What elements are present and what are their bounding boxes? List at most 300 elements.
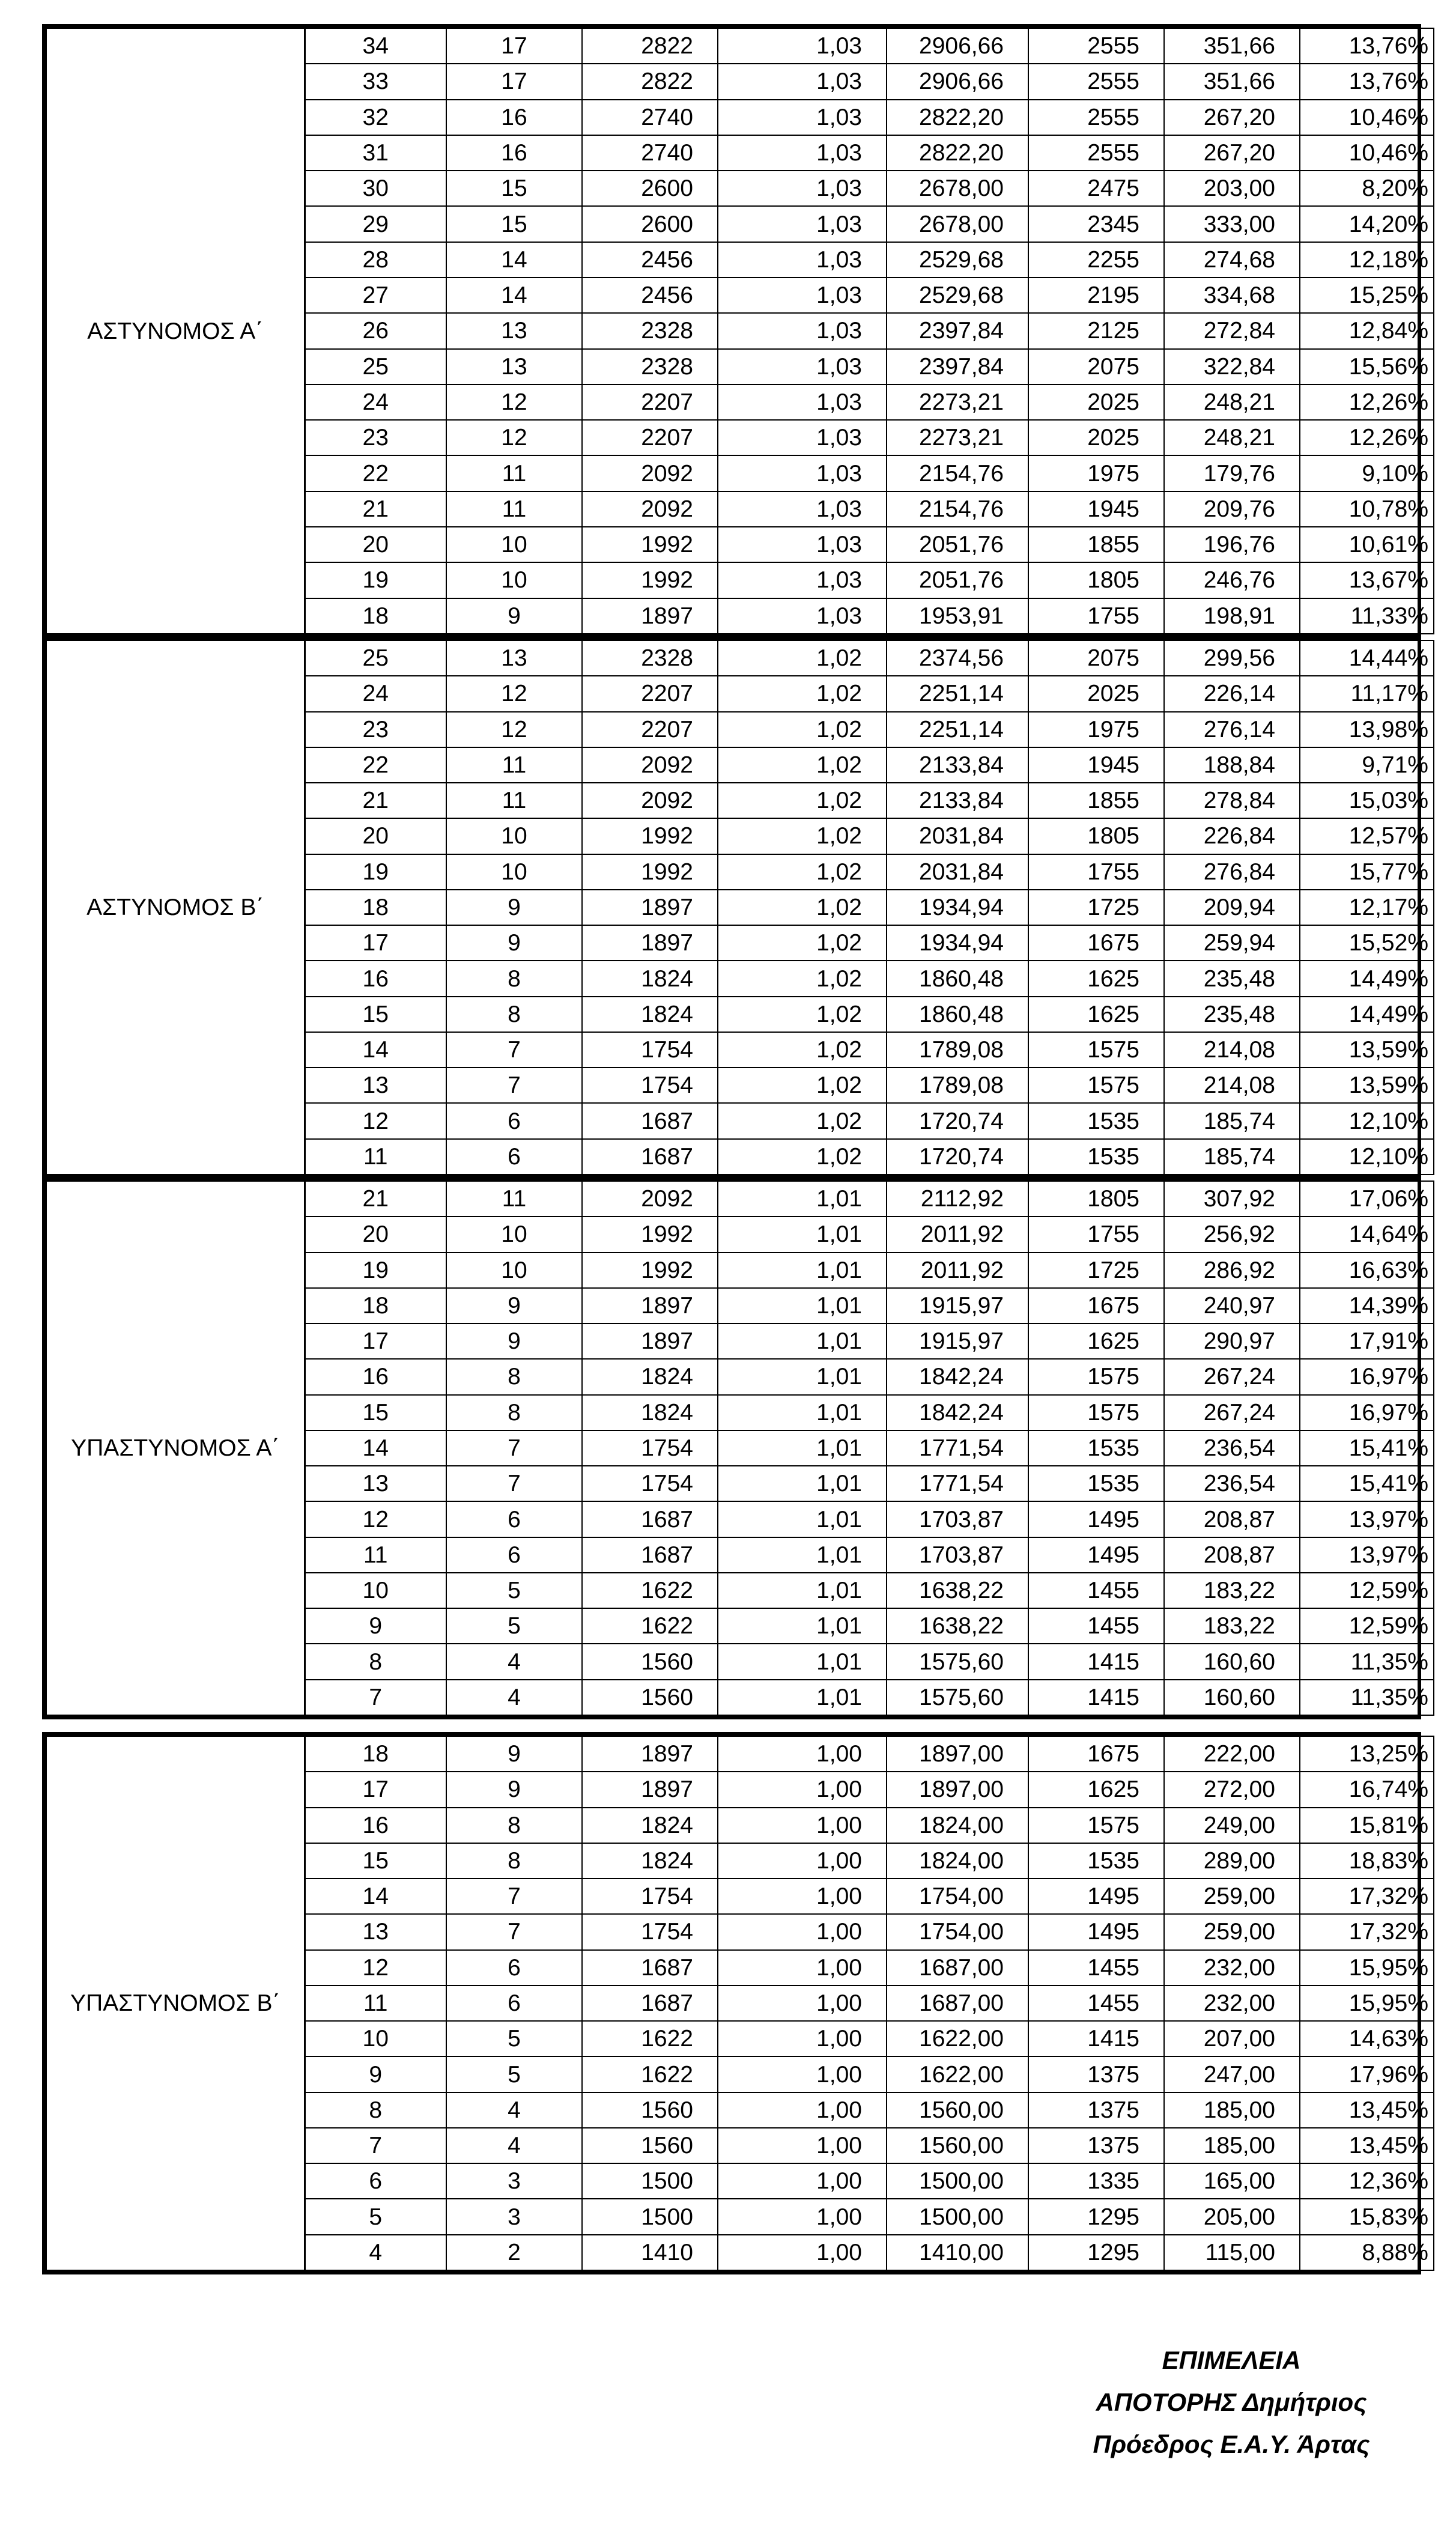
table-cell: 9,10% bbox=[1300, 455, 1434, 491]
table-cell: 15,52% bbox=[1300, 925, 1434, 961]
table-cell: 6 bbox=[305, 2163, 446, 2199]
table-cell: 1455 bbox=[1028, 1573, 1164, 1608]
table-cell: 1622,00 bbox=[887, 2056, 1028, 2092]
table-cell: 235,48 bbox=[1164, 997, 1300, 1032]
table-cell: 1622 bbox=[582, 2056, 718, 2092]
table-cell: 1687 bbox=[582, 1103, 718, 1138]
table-cell: 1754 bbox=[582, 1430, 718, 1466]
table-cell: 16,97% bbox=[1300, 1359, 1434, 1394]
table-cell: 2133,84 bbox=[887, 747, 1028, 783]
table-cell: 1,02 bbox=[718, 961, 887, 996]
table-cell: 13 bbox=[305, 1068, 446, 1103]
table-cell: 2195 bbox=[1028, 278, 1164, 313]
table-cell: 2025 bbox=[1028, 384, 1164, 420]
table-cell: 14,44% bbox=[1300, 640, 1434, 676]
table-cell: 1842,24 bbox=[887, 1395, 1028, 1430]
table-cell: 1,03 bbox=[718, 384, 887, 420]
table-cell: 1860,48 bbox=[887, 961, 1028, 996]
table-cell: 2529,68 bbox=[887, 242, 1028, 278]
table-cell: 5 bbox=[446, 1573, 582, 1608]
table-cell: 11 bbox=[305, 1537, 446, 1573]
table-cell: 24 bbox=[305, 384, 446, 420]
table-cell: 1,01 bbox=[718, 1573, 887, 1608]
table-cell: 1335 bbox=[1028, 2163, 1164, 2199]
table-cell: 10 bbox=[446, 818, 582, 854]
table-cell: 1842,24 bbox=[887, 1359, 1028, 1394]
table-cell: 1824 bbox=[582, 997, 718, 1032]
table-cell: 9 bbox=[446, 890, 582, 925]
table-cell: 1495 bbox=[1028, 1879, 1164, 1914]
table-cell: 1625 bbox=[1028, 997, 1164, 1032]
table-cell: 2025 bbox=[1028, 676, 1164, 711]
table-cell: 1725 bbox=[1028, 890, 1164, 925]
table-cell: 14,49% bbox=[1300, 961, 1434, 996]
table-cell: 1,02 bbox=[718, 1139, 887, 1174]
table-cell: 12,26% bbox=[1300, 420, 1434, 455]
table-cell: 2207 bbox=[582, 676, 718, 711]
table-cell: 15,56% bbox=[1300, 349, 1434, 384]
table-cell: 1754 bbox=[582, 1879, 718, 1914]
table-cell: 2092 bbox=[582, 747, 718, 783]
table-cell: 2 bbox=[446, 2235, 582, 2270]
table-cell: 1,02 bbox=[718, 676, 887, 711]
table-cell: 14,64% bbox=[1300, 1217, 1434, 1252]
signature-block bbox=[1051, 2346, 1412, 2459]
table-cell: 23 bbox=[305, 712, 446, 747]
table-cell: 1,00 bbox=[718, 1914, 887, 1949]
table-cell: 2255 bbox=[1028, 242, 1164, 278]
table-cell: 1720,74 bbox=[887, 1139, 1028, 1174]
table-cell: 248,21 bbox=[1164, 384, 1300, 420]
table-cell: 1,03 bbox=[718, 278, 887, 313]
table-cell: 1560 bbox=[582, 1644, 718, 1679]
salary-table bbox=[46, 1736, 1434, 2271]
table-cell: 1295 bbox=[1028, 2199, 1164, 2234]
table-cell: 183,22 bbox=[1164, 1608, 1300, 1644]
table-cell: 10,78% bbox=[1300, 491, 1434, 527]
table-cell: 276,84 bbox=[1164, 854, 1300, 890]
table-cell: 13 bbox=[305, 1466, 446, 1501]
table-cell: 10,46% bbox=[1300, 135, 1434, 171]
table-cell: 17,06% bbox=[1300, 1181, 1434, 1217]
table-cell: 1,01 bbox=[718, 1323, 887, 1359]
table-cell: 185,74 bbox=[1164, 1139, 1300, 1174]
table-cell: 8 bbox=[305, 1644, 446, 1679]
table-cell: 17,91% bbox=[1300, 1323, 1434, 1359]
table-cell: 7 bbox=[305, 1680, 446, 1715]
table-cell: 20 bbox=[305, 527, 446, 562]
table-cell: 1675 bbox=[1028, 1736, 1164, 1772]
table-cell: 2906,66 bbox=[887, 64, 1028, 99]
rank-label: ΥΠΑΣΤΥΝΟΜΟΣ Α΄ bbox=[46, 1181, 305, 1715]
table-cell: 1725 bbox=[1028, 1253, 1164, 1288]
table-cell: 2397,84 bbox=[887, 313, 1028, 348]
table-cell: 13 bbox=[446, 349, 582, 384]
table-cell: 208,87 bbox=[1164, 1501, 1300, 1537]
table-cell: 2600 bbox=[582, 206, 718, 242]
salary-table bbox=[46, 1180, 1434, 1716]
table-cell: 183,22 bbox=[1164, 1573, 1300, 1608]
table-cell: 7 bbox=[446, 1466, 582, 1501]
table-cell: 1934,94 bbox=[887, 890, 1028, 925]
table-cell: 1,03 bbox=[718, 100, 887, 135]
table-cell: 16,74% bbox=[1300, 1772, 1434, 1807]
table-cell: 2740 bbox=[582, 135, 718, 171]
table-cell: 9 bbox=[446, 1772, 582, 1807]
table-cell: 1495 bbox=[1028, 1914, 1164, 1949]
table-cell: 7 bbox=[446, 1068, 582, 1103]
table-cell: 13,76% bbox=[1300, 28, 1434, 64]
table-cell: 10 bbox=[305, 1573, 446, 1608]
table-cell: 1789,08 bbox=[887, 1032, 1028, 1068]
table-cell: 9 bbox=[446, 1288, 582, 1323]
table-cell: 1,02 bbox=[718, 1032, 887, 1068]
table-cell: 2822,20 bbox=[887, 135, 1028, 171]
table-cell: 1897 bbox=[582, 1323, 718, 1359]
table-cell: 12,84% bbox=[1300, 313, 1434, 348]
table-cell: 11 bbox=[305, 1139, 446, 1174]
table-cell: 2092 bbox=[582, 1181, 718, 1217]
table-cell: 6 bbox=[446, 1986, 582, 2021]
table-cell: 16 bbox=[446, 100, 582, 135]
table-cell: 1,03 bbox=[718, 349, 887, 384]
table-cell: 185,00 bbox=[1164, 2128, 1300, 2163]
table-cell: 16 bbox=[305, 961, 446, 996]
table-cell: 11,33% bbox=[1300, 598, 1434, 634]
table-cell: 14 bbox=[446, 242, 582, 278]
table-cell: 8 bbox=[446, 1808, 582, 1843]
table-cell: 11 bbox=[446, 783, 582, 818]
table-cell: 1,02 bbox=[718, 783, 887, 818]
table-cell: 12 bbox=[446, 676, 582, 711]
table-cell: 2075 bbox=[1028, 640, 1164, 676]
table-cell: 1,00 bbox=[718, 2235, 887, 2270]
table-cell: 1,03 bbox=[718, 242, 887, 278]
table-cell: 276,14 bbox=[1164, 712, 1300, 747]
table-cell: 240,97 bbox=[1164, 1288, 1300, 1323]
table-cell: 18 bbox=[305, 1288, 446, 1323]
table-cell: 1625 bbox=[1028, 1323, 1164, 1359]
table-cell: 1,02 bbox=[718, 997, 887, 1032]
table-cell: 207,00 bbox=[1164, 2021, 1300, 2056]
table-cell: 1992 bbox=[582, 1217, 718, 1252]
table-cell: 1535 bbox=[1028, 1466, 1164, 1501]
table-cell: 232,00 bbox=[1164, 1950, 1300, 1986]
table-cell: 1500 bbox=[582, 2199, 718, 2234]
table-cell: 1754 bbox=[582, 1068, 718, 1103]
table-cell: 12,17% bbox=[1300, 890, 1434, 925]
table-cell: 1953,91 bbox=[887, 598, 1028, 634]
table-cell: 1,01 bbox=[718, 1395, 887, 1430]
table-cell: 1455 bbox=[1028, 1950, 1164, 1986]
table-cell: 1575,60 bbox=[887, 1680, 1028, 1715]
table-cell: 6 bbox=[446, 1501, 582, 1537]
table-cell: 29 bbox=[305, 206, 446, 242]
table-cell: 1687 bbox=[582, 1537, 718, 1573]
table-cell: 13,76% bbox=[1300, 64, 1434, 99]
table-cell: 5 bbox=[446, 2056, 582, 2092]
table-cell: 1,02 bbox=[718, 925, 887, 961]
table-cell: 11 bbox=[446, 747, 582, 783]
table-cell: 3 bbox=[446, 2163, 582, 2199]
table-cell: 222,00 bbox=[1164, 1736, 1300, 1772]
table-cell: 6 bbox=[446, 1103, 582, 1138]
table-cell: 15,41% bbox=[1300, 1466, 1434, 1501]
table-cell: 2328 bbox=[582, 349, 718, 384]
table-cell: 267,24 bbox=[1164, 1359, 1300, 1394]
table-cell: 18 bbox=[305, 1736, 446, 1772]
table-cell: 9 bbox=[446, 925, 582, 961]
rank-group bbox=[42, 1177, 1428, 1719]
table-cell: 1945 bbox=[1028, 747, 1164, 783]
table-cell: 1495 bbox=[1028, 1501, 1164, 1537]
table-cell: 18 bbox=[305, 598, 446, 634]
table-cell: 8 bbox=[446, 1359, 582, 1394]
table-cell: 1824,00 bbox=[887, 1843, 1028, 1879]
table-cell: 13,98% bbox=[1300, 712, 1434, 747]
table-cell: 14,20% bbox=[1300, 206, 1434, 242]
table-cell: 22 bbox=[305, 455, 446, 491]
table-cell: 1,01 bbox=[718, 1288, 887, 1323]
table-cell: 334,68 bbox=[1164, 278, 1300, 313]
table-cell: 1992 bbox=[582, 527, 718, 562]
table-cell: 185,74 bbox=[1164, 1103, 1300, 1138]
table-cell: 2251,14 bbox=[887, 712, 1028, 747]
table-cell: 1897 bbox=[582, 1772, 718, 1807]
table-cell: 1,03 bbox=[718, 420, 887, 455]
table-cell: 9 bbox=[446, 598, 582, 634]
table-cell: 1500,00 bbox=[887, 2199, 1028, 2234]
table-cell: 2328 bbox=[582, 313, 718, 348]
table-cell: 2678,00 bbox=[887, 171, 1028, 206]
table-cell: 1495 bbox=[1028, 1537, 1164, 1573]
rank-group bbox=[42, 636, 1428, 1179]
table-cell: 185,00 bbox=[1164, 2092, 1300, 2128]
table-cell: 1,01 bbox=[718, 1181, 887, 1217]
table-cell: 13 bbox=[305, 1914, 446, 1949]
table-cell: 34 bbox=[305, 28, 446, 64]
table-cell: 8 bbox=[446, 997, 582, 1032]
table-cell: 235,48 bbox=[1164, 961, 1300, 996]
table-cell: 16 bbox=[305, 1359, 446, 1394]
table-cell: 226,84 bbox=[1164, 818, 1300, 854]
table-cell: 12 bbox=[446, 712, 582, 747]
table-cell: 1,03 bbox=[718, 206, 887, 242]
table-cell: 9 bbox=[305, 1608, 446, 1644]
table-cell: 246,76 bbox=[1164, 562, 1300, 598]
table-cell: 8,88% bbox=[1300, 2235, 1434, 2270]
table-cell: 10,61% bbox=[1300, 527, 1434, 562]
table-cell: 1,03 bbox=[718, 562, 887, 598]
table-cell: 22 bbox=[305, 747, 446, 783]
table-cell: 14 bbox=[305, 1430, 446, 1466]
table-row bbox=[46, 640, 1434, 676]
table-cell: 21 bbox=[305, 783, 446, 818]
table-cell: 15,95% bbox=[1300, 1986, 1434, 2021]
table-cell: 1455 bbox=[1028, 1986, 1164, 2021]
table-cell: 1824,00 bbox=[887, 1808, 1028, 1843]
table-cell: 1687 bbox=[582, 1950, 718, 1986]
table-cell: 1687 bbox=[582, 1501, 718, 1537]
table-cell: 18 bbox=[305, 890, 446, 925]
table-cell: 4 bbox=[305, 2235, 446, 2270]
table-cell: 1824 bbox=[582, 1808, 718, 1843]
table-cell: 1,01 bbox=[718, 1466, 887, 1501]
table-cell: 10 bbox=[446, 1217, 582, 1252]
table-cell: 2092 bbox=[582, 491, 718, 527]
table-cell: 13,97% bbox=[1300, 1501, 1434, 1537]
table-cell: 1575 bbox=[1028, 1395, 1164, 1430]
table-cell: 1,02 bbox=[718, 1103, 887, 1138]
table-cell: 1754 bbox=[582, 1466, 718, 1501]
table-cell: 13,67% bbox=[1300, 562, 1434, 598]
table-row bbox=[46, 1181, 1434, 1217]
table-cell: 16,63% bbox=[1300, 1253, 1434, 1288]
table-cell: 1,02 bbox=[718, 747, 887, 783]
table-cell: 160,60 bbox=[1164, 1644, 1300, 1679]
table-cell: 16 bbox=[446, 135, 582, 171]
table-cell: 1934,94 bbox=[887, 925, 1028, 961]
table-cell: 1992 bbox=[582, 562, 718, 598]
table-cell: 1575 bbox=[1028, 1359, 1164, 1394]
table-cell: 259,94 bbox=[1164, 925, 1300, 961]
table-cell: 322,84 bbox=[1164, 349, 1300, 384]
table-cell: 2207 bbox=[582, 420, 718, 455]
table-cell: 2051,76 bbox=[887, 527, 1028, 562]
table-cell: 12,10% bbox=[1300, 1103, 1434, 1138]
table-cell: 208,87 bbox=[1164, 1537, 1300, 1573]
table-cell: 12 bbox=[446, 420, 582, 455]
table-cell: 1375 bbox=[1028, 2092, 1164, 2128]
table-cell: 236,54 bbox=[1164, 1466, 1300, 1501]
table-cell: 13,97% bbox=[1300, 1537, 1434, 1573]
table-cell: 8,20% bbox=[1300, 171, 1434, 206]
table-cell: 1,01 bbox=[718, 1430, 887, 1466]
table-cell: 1805 bbox=[1028, 1181, 1164, 1217]
table-cell: 1,01 bbox=[718, 1217, 887, 1252]
table-cell: 3 bbox=[446, 2199, 582, 2234]
table-cell: 1,03 bbox=[718, 64, 887, 99]
table-cell: 214,08 bbox=[1164, 1032, 1300, 1068]
table-cell: 1,03 bbox=[718, 28, 887, 64]
table-cell: 1805 bbox=[1028, 562, 1164, 598]
table-cell: 9 bbox=[446, 1323, 582, 1359]
table-cell: 1992 bbox=[582, 854, 718, 890]
table-cell: 7 bbox=[446, 1914, 582, 1949]
table-cell: 1824 bbox=[582, 1843, 718, 1879]
table-cell: 1975 bbox=[1028, 712, 1164, 747]
table-cell: 1,03 bbox=[718, 491, 887, 527]
table-cell: 1992 bbox=[582, 1253, 718, 1288]
table-cell: 1,01 bbox=[718, 1537, 887, 1573]
table-cell: 13,45% bbox=[1300, 2128, 1434, 2163]
table-cell: 267,20 bbox=[1164, 135, 1300, 171]
table-cell: 7 bbox=[446, 1879, 582, 1914]
table-cell: 1560 bbox=[582, 1680, 718, 1715]
table-cell: 11,35% bbox=[1300, 1644, 1434, 1679]
table-cell: 2031,84 bbox=[887, 818, 1028, 854]
table-cell: 2906,66 bbox=[887, 28, 1028, 64]
table-cell: 2011,92 bbox=[887, 1217, 1028, 1252]
table-cell: 236,54 bbox=[1164, 1430, 1300, 1466]
table-cell: 209,76 bbox=[1164, 491, 1300, 527]
table-cell: 2456 bbox=[582, 278, 718, 313]
table-cell: 12 bbox=[305, 1501, 446, 1537]
table-cell: 333,00 bbox=[1164, 206, 1300, 242]
table-cell: 14 bbox=[446, 278, 582, 313]
table-cell: 1703,87 bbox=[887, 1501, 1028, 1537]
table-cell: 1897 bbox=[582, 598, 718, 634]
table-cell: 2328 bbox=[582, 640, 718, 676]
salary-table bbox=[46, 28, 1434, 634]
table-cell: 2092 bbox=[582, 455, 718, 491]
table-cell: 1,01 bbox=[718, 1253, 887, 1288]
table-cell: 1,03 bbox=[718, 313, 887, 348]
table-cell: 1897,00 bbox=[887, 1772, 1028, 1807]
table-cell: 1,02 bbox=[718, 712, 887, 747]
table-cell: 1755 bbox=[1028, 598, 1164, 634]
table-cell: 1992 bbox=[582, 818, 718, 854]
rank-label: ΥΠΑΣΤΥΝΟΜΟΣ Β΄ bbox=[46, 1736, 305, 2270]
table-cell: 1975 bbox=[1028, 455, 1164, 491]
table-cell: 1855 bbox=[1028, 783, 1164, 818]
table-cell: 278,84 bbox=[1164, 783, 1300, 818]
table-cell: 2555 bbox=[1028, 64, 1164, 99]
table-cell: 23 bbox=[305, 420, 446, 455]
table-cell: 5 bbox=[446, 2021, 582, 2056]
table-cell: 2125 bbox=[1028, 313, 1164, 348]
table-cell: 248,21 bbox=[1164, 420, 1300, 455]
table-cell: 2600 bbox=[582, 171, 718, 206]
table-cell: 1,00 bbox=[718, 2056, 887, 2092]
table-row bbox=[46, 28, 1434, 64]
table-cell: 205,00 bbox=[1164, 2199, 1300, 2234]
table-cell: 1897 bbox=[582, 1288, 718, 1323]
table-cell: 2207 bbox=[582, 384, 718, 420]
table-cell: 11 bbox=[446, 455, 582, 491]
table-cell: 1,01 bbox=[718, 1608, 887, 1644]
table-cell: 15 bbox=[305, 997, 446, 1032]
table-cell: 1,01 bbox=[718, 1680, 887, 1715]
table-cell: 2154,76 bbox=[887, 491, 1028, 527]
table-cell: 1,02 bbox=[718, 818, 887, 854]
table-cell: 2740 bbox=[582, 100, 718, 135]
table-cell: 272,00 bbox=[1164, 1772, 1300, 1807]
table-cell: 14,39% bbox=[1300, 1288, 1434, 1323]
table-cell: 1,03 bbox=[718, 598, 887, 634]
table-cell: 1,00 bbox=[718, 2199, 887, 2234]
table-cell: 9 bbox=[305, 2056, 446, 2092]
table-cell: 1,00 bbox=[718, 1843, 887, 1879]
table-cell: 1,00 bbox=[718, 1736, 887, 1772]
table-cell: 351,66 bbox=[1164, 28, 1300, 64]
table-cell: 1622 bbox=[582, 1573, 718, 1608]
table-cell: 15,95% bbox=[1300, 1950, 1434, 1986]
table-cell: 11 bbox=[446, 1181, 582, 1217]
table-cell: 1415 bbox=[1028, 2021, 1164, 2056]
table-cell: 8 bbox=[446, 961, 582, 996]
table-cell: 1824 bbox=[582, 1395, 718, 1430]
table-cell: 2397,84 bbox=[887, 349, 1028, 384]
table-cell: 11 bbox=[446, 491, 582, 527]
table-cell: 1500,00 bbox=[887, 2163, 1028, 2199]
table-cell: 2529,68 bbox=[887, 278, 1028, 313]
table-cell: 1,01 bbox=[718, 1359, 887, 1394]
table-cell: 2822,20 bbox=[887, 100, 1028, 135]
table-cell: 1915,97 bbox=[887, 1288, 1028, 1323]
table-cell: 17,32% bbox=[1300, 1914, 1434, 1949]
table-cell: 1,00 bbox=[718, 2128, 887, 2163]
